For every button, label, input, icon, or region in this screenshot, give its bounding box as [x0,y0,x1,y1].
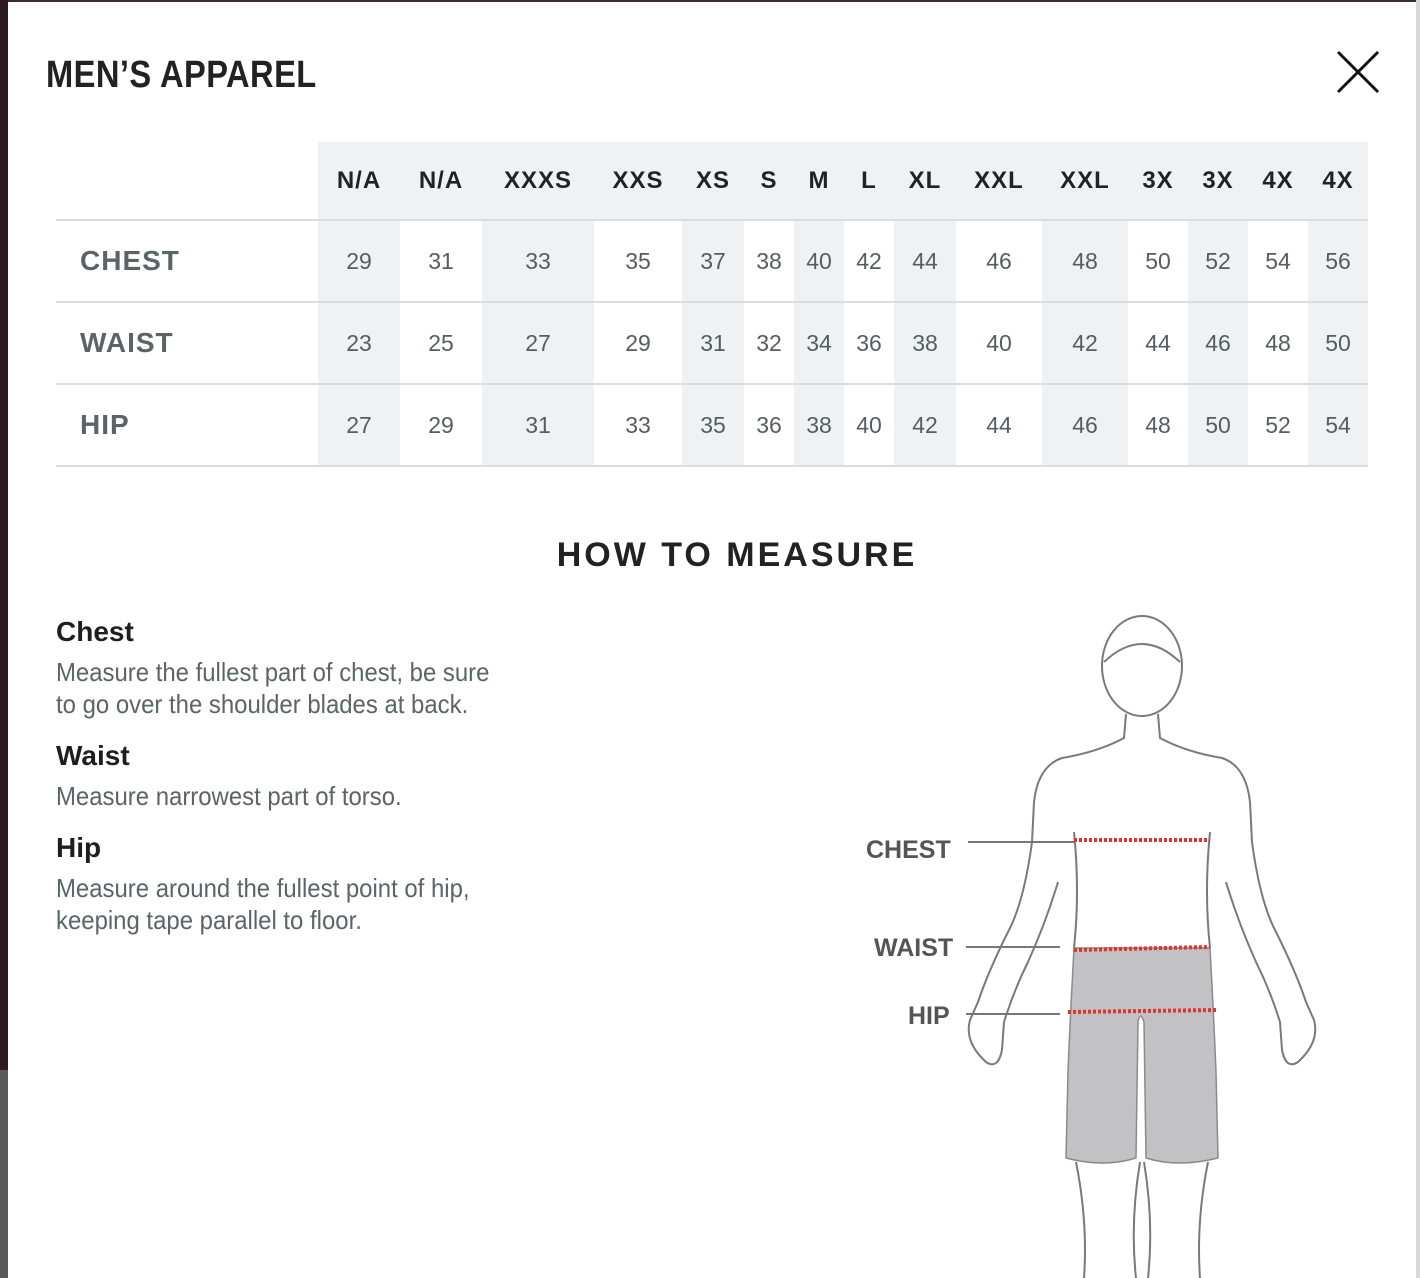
table-cell: 52 [1248,384,1308,466]
table-cell: 31 [482,384,594,466]
chest-label: CHEST [866,836,951,864]
instruction-title: Waist [56,740,130,771]
table-cell: 29 [400,384,482,466]
modal-title: MEN’S APPAREL [46,54,317,96]
size-header: L [844,142,894,220]
size-header: S [744,142,794,220]
waist-label: WAIST [874,934,954,962]
instruction-waist [56,740,576,812]
table-cell: 50 [1308,302,1368,384]
instruction-chest [56,616,576,720]
size-header: 3X [1188,142,1248,220]
size-header: XXL [956,142,1042,220]
table-cell: 44 [894,220,956,302]
row-label-chest: CHEST [56,220,318,302]
hip-row [56,384,1368,466]
table-cell: 42 [844,220,894,302]
size-chart-table [56,142,1368,467]
table-cell: 52 [1188,220,1248,302]
table-cell: 35 [594,220,682,302]
table-cell: 38 [894,302,956,384]
how-to-measure-heading: HOW TO MEASURE [556,536,918,574]
table-cell: 38 [744,220,794,302]
table-cell: 40 [794,220,844,302]
size-header-corner [56,142,318,220]
table-cell: 50 [1128,220,1188,302]
size-header: XXL [1042,142,1128,220]
table-cell: 44 [1128,302,1188,384]
table-cell: 31 [682,302,744,384]
size-header: XL [894,142,956,220]
body-figure-illustration [848,602,1328,1278]
size-chart-modal [8,2,1416,1278]
table-cell: 46 [1188,302,1248,384]
size-header: N/A [318,142,400,220]
table-cell: 46 [956,220,1042,302]
table-cell: 48 [1042,220,1128,302]
size-header: XXS [594,142,682,220]
table-cell: 34 [794,302,844,384]
instruction-text: Measure the fullest part of chest, be sure [56,657,490,687]
size-header: 4X [1248,142,1308,220]
table-cell: 56 [1308,220,1368,302]
waist-row [56,302,1368,384]
table-cell: 37 [682,220,744,302]
size-header: M [794,142,844,220]
instruction-text: to go over the shoulder blades at back. [56,689,469,719]
size-header: N/A [400,142,482,220]
table-cell: 27 [318,384,400,466]
chest-row [56,220,1368,302]
table-cell: 40 [844,384,894,466]
table-cell: 42 [894,384,956,466]
row-label-waist: WAIST [56,302,318,384]
row-label-hip: HIP [56,384,318,466]
measure-instructions [56,616,576,956]
table-cell: 25 [400,302,482,384]
body-measurement-figure [848,602,1328,1278]
size-header: XXXS [482,142,594,220]
instruction-text: Measure around the fullest point of hip, [56,873,470,903]
table-cell: 44 [956,384,1042,466]
table-cell: 27 [482,302,594,384]
size-header-row [56,142,1368,220]
table-cell: 54 [1308,384,1368,466]
instruction-hip [56,832,576,936]
size-header: 3X [1128,142,1188,220]
table-cell: 29 [318,220,400,302]
table-cell: 23 [318,302,400,384]
size-header: XS [682,142,744,220]
instruction-text: Measure narrowest part of torso. [56,781,402,811]
hip-label: HIP [908,1002,950,1030]
table-cell: 42 [1042,302,1128,384]
close-button[interactable] [1334,48,1382,96]
table-cell: 31 [400,220,482,302]
page-backdrop-right [1416,0,1420,1278]
table-cell: 36 [844,302,894,384]
table-cell: 35 [682,384,744,466]
close-icon [1334,48,1382,96]
instruction-text: keeping tape parallel to floor. [56,905,362,935]
table-cell: 50 [1188,384,1248,466]
table-cell: 46 [1042,384,1128,466]
table-cell: 54 [1248,220,1308,302]
instruction-title: Hip [56,832,102,863]
size-header: 4X [1308,142,1368,220]
table-cell: 48 [1128,384,1188,466]
table-cell: 32 [744,302,794,384]
page-backdrop-lower [0,1070,8,1278]
table-cell: 38 [794,384,844,466]
table-cell: 33 [594,384,682,466]
shorts [1066,948,1218,1163]
table-cell: 48 [1248,302,1308,384]
table-cell: 40 [956,302,1042,384]
table-cell: 29 [594,302,682,384]
table-cell: 33 [482,220,594,302]
instruction-title: Chest [56,616,134,647]
table-cell: 36 [744,384,794,466]
